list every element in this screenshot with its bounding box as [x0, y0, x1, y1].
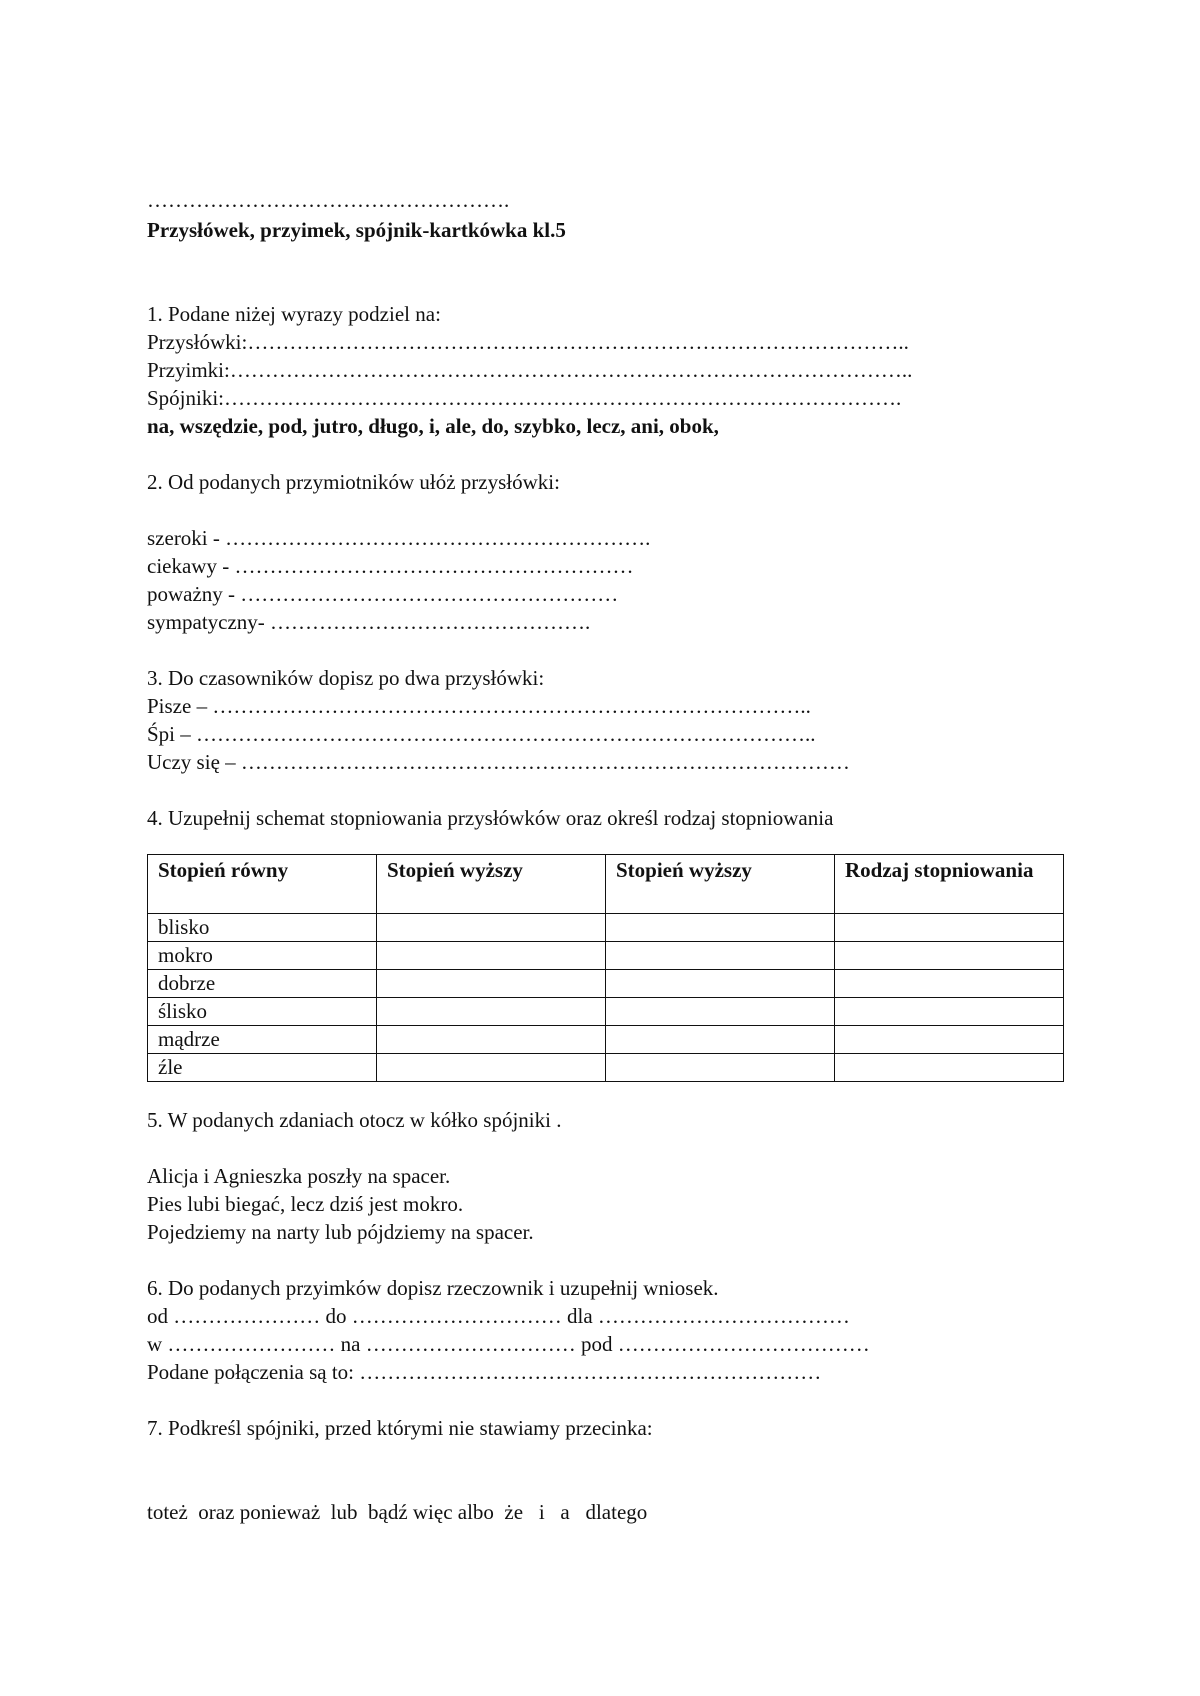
table-row — [148, 970, 1064, 998]
task5-sentence: Pies lubi biegać, lecz dziś jest mokro. — [147, 1192, 464, 1216]
table-cell-empty[interactable] — [377, 1054, 606, 1082]
table-row — [148, 998, 1064, 1026]
table-cell-base: dobrze — [148, 970, 377, 998]
task2-instruction: 2. Od podanych przymiotników ułóż przysłówki: — [147, 470, 560, 494]
task5-sentence: Pojedziemy na narty lub pójdziemy na spacer. — [147, 1220, 534, 1244]
table-cell-empty[interactable] — [835, 1026, 1064, 1054]
task5-sentence: Alicja i Agnieszka poszły na spacer. — [147, 1164, 451, 1188]
worksheet-content — [147, 186, 1067, 1526]
table-cell-empty[interactable] — [835, 970, 1064, 998]
table-cell-empty[interactable] — [377, 998, 606, 1026]
table-row — [148, 1054, 1064, 1082]
task2-line: szeroki - ……………………………………………………. — [147, 526, 651, 550]
table-cell-empty[interactable] — [835, 998, 1064, 1026]
task3-line: Pisze – ………………………………………………………………………….. — [147, 694, 811, 718]
table-cell-empty[interactable] — [377, 1026, 606, 1054]
table-cell-empty[interactable] — [835, 1054, 1064, 1082]
table-cell-empty[interactable] — [377, 914, 606, 942]
table-header-cell: Stopień równy — [148, 855, 377, 914]
table-cell-base: mokro — [148, 942, 377, 970]
table-cell-base: źle — [148, 1054, 377, 1082]
task5-instruction: 5. W podanych zdaniach otocz w kółko spójniki . — [147, 1108, 562, 1132]
table-cell-empty[interactable] — [377, 970, 606, 998]
task3-instruction: 3. Do czasowników dopisz po dwa przysłówki: — [147, 666, 545, 690]
table-cell-empty[interactable] — [606, 998, 835, 1026]
table-cell-empty[interactable] — [835, 942, 1064, 970]
task1-instruction: 1. Podane niżej wyrazy podziel na: — [147, 302, 441, 326]
table-cell-base: mądrze — [148, 1026, 377, 1054]
task1-line-adverbs: Przysłówki:………………………………………………………………………………….. — [147, 330, 909, 354]
task3-line: Uczy się – …………………………………………………………………………… — [147, 750, 850, 774]
task6-line: w …………………… na ………………………… pod ……………………………… — [147, 1332, 870, 1356]
task1-words: na, wszędzie, pod, jutro, długo, i, ale, do, szybko, lecz, ani, obok, — [147, 414, 719, 438]
task7-words: toteż oraz ponieważ lub bądź więc albo że i a dlatego — [147, 1500, 648, 1524]
task4-instruction: 4. Uzupełnij schemat stopniowania przysłówków oraz określ rodzaj stopniowania — [147, 806, 834, 830]
comparison-table — [147, 854, 1064, 1082]
table-cell-empty[interactable] — [606, 942, 835, 970]
table-row — [148, 942, 1064, 970]
task2-line: sympatyczny- ………………………………………. — [147, 610, 591, 634]
task6-line: od ………………… do ………………………… dla ……………………………… — [147, 1304, 850, 1328]
worksheet-title: Przysłówek, przyimek, spójnik-kartkówka kl.5 — [147, 218, 566, 242]
table-cell-empty[interactable] — [606, 1026, 835, 1054]
table-cell-empty[interactable] — [606, 970, 835, 998]
table-cell-empty[interactable] — [606, 914, 835, 942]
task6-instruction: 6. Do podanych przyimków dopisz rzeczownik i uzupełnij wniosek. — [147, 1276, 719, 1300]
task7-instruction: 7. Podkreśl spójniki, przed którymi nie stawiamy przecinka: — [147, 1416, 653, 1440]
task1-line-conjunctions: Spójniki:……………………………………………………………………………………. — [147, 386, 902, 410]
table-header-cell: Stopień wyższy — [606, 855, 835, 914]
table-row — [148, 914, 1064, 942]
task2-line: ciekawy - ………………………………………………… — [147, 554, 634, 578]
table-header-cell: Stopień wyższy — [377, 855, 606, 914]
task3-line: Śpi – …………………………………………………………………………….. — [147, 722, 816, 746]
table-row — [148, 1026, 1064, 1054]
table-cell-empty[interactable] — [377, 942, 606, 970]
table-cell-empty[interactable] — [606, 1054, 835, 1082]
task2-line: poważny - ……………………………………………… — [147, 582, 619, 606]
table-cell-base: blisko — [148, 914, 377, 942]
table-cell-base: ślisko — [148, 998, 377, 1026]
table-cell-empty[interactable] — [835, 914, 1064, 942]
task6-line: Podane połączenia są to: ………………………………………………………… — [147, 1360, 822, 1384]
name-line: ……………………………………………. — [147, 188, 510, 212]
task1-line-prepositions: Przyimki:…………………………………………………………………………………….. — [147, 358, 913, 382]
table-header-cell: Rodzaj stopniowania — [835, 855, 1064, 914]
table-header-row — [148, 855, 1064, 914]
